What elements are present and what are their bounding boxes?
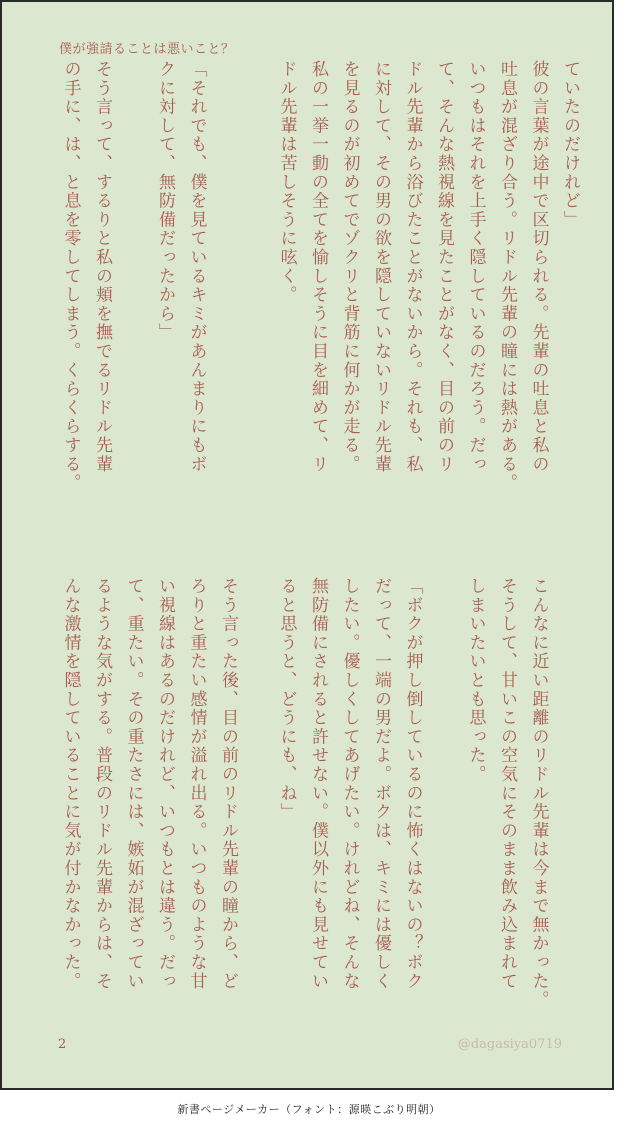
text-column-bottom-left: そう言った後、目の前のリドル先輩の瞳から、ど ろりと重たい感情が溢れ出る。いつものような甘 い視線はあるのだけれど、いつもとは違う。だっ て、重たい。その重たさには、嫉妬が混ざってい るような気がする。普段のリドル先輩からは、そ んな激情を隠していることに気が付かなかった。 [60,577,238,991]
author-credit: @dagasiya0719 [457,1037,562,1052]
text-column-top-right: ていたのだけれど」 彼の言葉が途中で区切られる。先輩の吐息と私の 吐息が混ざり合う。リドル先輩の瞳には熱がある。 いつもはそれを上手く隠しているのだろう。だっ て、そんな熱視線を見たことがなく、目の前のリ ドル先輩から浴びたことがないから。それも、私 に対して、その男の欲を隠していないリドル先輩 を見るのが初めてでゾクリと背筋に何かが走る。 私の一挙一動の全てを愉しそうに目を細めて、リ ドル先輩は苦しそうに呟く。 [276,60,580,493]
page-number: 2 [58,1037,67,1052]
chapter-title: 僕が強請ることは悪いこと？ [59,42,235,57]
text-column-top-left: 「それでも、僕を見ているキミがあんまりにもボ クに対して、無防備だったから」 そう言って、するりと私の頬を撫でるリドル先輩 の手に、は、と息を零してしまう。くらくらする。 [60,60,207,493]
text-column-bottom-right: こんなに近い距離のリドル先輩は今まで無かった。 そうして、甘いこの空気にそのまま飲み込まれて しまいたいとも思った。 「ボクが押し倒しているのに怖くはないの？ボク だって、一端の男だよ。ボクは、キミには優しく したい。優しくしてあげたい。けれどね、そんな 無防備にされると許せない。僕以外にも見せてい ると思うと、どうにも、ね」 [276,577,549,1010]
generator-footer: 新書ページメーカー（フォント：源暎こぶり明朝） [177,1103,441,1116]
